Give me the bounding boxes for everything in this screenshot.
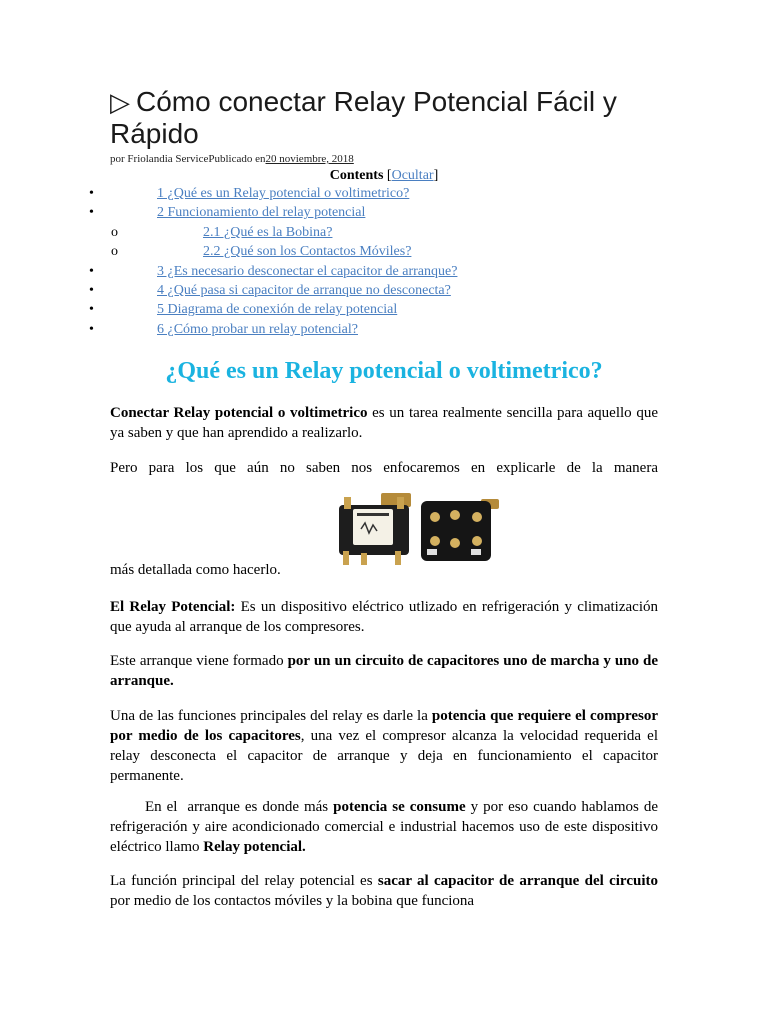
toc-item: [0, 242, 768, 261]
funcion-text-2: por medio de los contactos móviles y la bobina que funciona: [110, 893, 475, 909]
toc-item: [0, 203, 768, 222]
funcion-text-1: La función principal del relay potencial es: [110, 873, 378, 889]
toc-item: [0, 223, 768, 242]
disc-bullet-icon: •: [89, 283, 94, 298]
paragraph-funciones: [110, 706, 658, 786]
toc-bracket-open: [: [386, 168, 392, 183]
paragraph-definition: [110, 597, 658, 637]
section-heading: ¿Qué es un Relay potencial o voltimetrico?: [165, 358, 603, 384]
play-triangle-icon: ▷: [110, 87, 130, 117]
paragraph-intro: [110, 403, 658, 443]
disc-bullet-icon: •: [89, 263, 94, 279]
toc-item: [0, 184, 768, 203]
byline-date-link[interactable]: 20 noviembre, 2018: [265, 153, 354, 165]
toc-link[interactable]: 6 ¿Cómo probar un relay potencial?: [157, 321, 358, 337]
intro-bold: Conectar Relay potencial o voltimetrico: [110, 405, 368, 421]
circle-bullet-icon: o: [111, 244, 118, 260]
arranque-bold: por un un circuito de capacitores uno de marcha y uno de arranque.: [110, 653, 658, 689]
consumo-text-2: y por eso cuando hablamos de refrigeración y aire acondicionado comercial e industrial hacemos uso de este dispositivo eléctrico llamo: [110, 799, 662, 855]
toc-link[interactable]: 2 Funcionamiento del relay potencial: [157, 205, 366, 221]
byline-author: por Friolandia ServicePublicado en: [110, 153, 266, 165]
toc-item: [0, 281, 768, 300]
toc-bracket-close: ]: [433, 168, 439, 183]
toc-item: [0, 320, 768, 339]
disc-bullet-icon: •: [89, 321, 94, 337]
consumo-text-1: En el arranque es donde más: [110, 799, 334, 815]
definition-bold: El Relay Potencial:: [110, 599, 236, 615]
disc-bullet-icon: •: [89, 302, 94, 318]
toc-heading: Contents: [329, 168, 384, 183]
toc-link[interactable]: 5 Diagrama de conexión de relay potencial: [157, 302, 398, 318]
paragraph-explain: Pero para los que aún no saben nos enfocaremos en explicarle de la manera: [110, 460, 658, 476]
disc-bullet-icon: •: [89, 205, 94, 221]
paragraph-arranque: [110, 651, 658, 691]
definition-text: Es un dispositivo eléctrico utlizado en refrigeración y climatización que ayuda al arranque de los compresores.: [110, 599, 658, 635]
paragraph-explain-continued: más detallada como hacerlo.: [110, 562, 281, 578]
arranque-text: Este arranque viene formado: [110, 653, 288, 669]
paragraph-consumo: [110, 797, 662, 857]
toc-link[interactable]: 3 ¿Es necesario desconectar el capacitor de arranque?: [157, 263, 458, 279]
article-title-text: Cómo conectar Relay Potencial Fácil y Rápido: [110, 86, 617, 149]
funcion-bold: sacar al capacitor de arranque del circuito: [377, 873, 658, 889]
consumo-bold-1: potencia se consume: [333, 799, 466, 815]
consumo-bold-2: Relay potencial.: [203, 839, 306, 855]
toc-link[interactable]: 4 ¿Qué pasa si capacitor de arranque no desconecta?: [157, 283, 451, 298]
table-of-contents: [0, 0, 768, 345]
toc-item: [0, 262, 768, 281]
funciones-text-2: , una vez el compresor alcanza la velocidad requerida el relay desconecta el capacitor de arranque y deja en funcionamiento el capacitor permanente.: [110, 728, 658, 784]
circle-bullet-icon: o: [111, 224, 118, 240]
funciones-bold: potencia que requiere el compresor por medio de los capacitores: [110, 708, 658, 744]
toc-toggle-link[interactable]: Ocultar: [391, 168, 434, 183]
toc-link[interactable]: 2.1 ¿Qué es la Bobina?: [203, 224, 333, 240]
toc-item: [0, 300, 768, 319]
relay-photo: [331, 485, 506, 572]
toc-link[interactable]: 1 ¿Qué es un Relay potencial o voltimetrico?: [157, 186, 410, 201]
funciones-text-1: Una de las funciones principales del relay es darle la: [110, 708, 432, 724]
toc-link[interactable]: 2.2 ¿Qué son los Contactos Móviles?: [203, 244, 412, 260]
paragraph-funcion-principal: [110, 871, 658, 911]
disc-bullet-icon: •: [89, 186, 94, 201]
intro-text: es un tarea realmente sencilla para aquello que ya saben y que han aprendido a realizarlo.: [110, 405, 658, 441]
